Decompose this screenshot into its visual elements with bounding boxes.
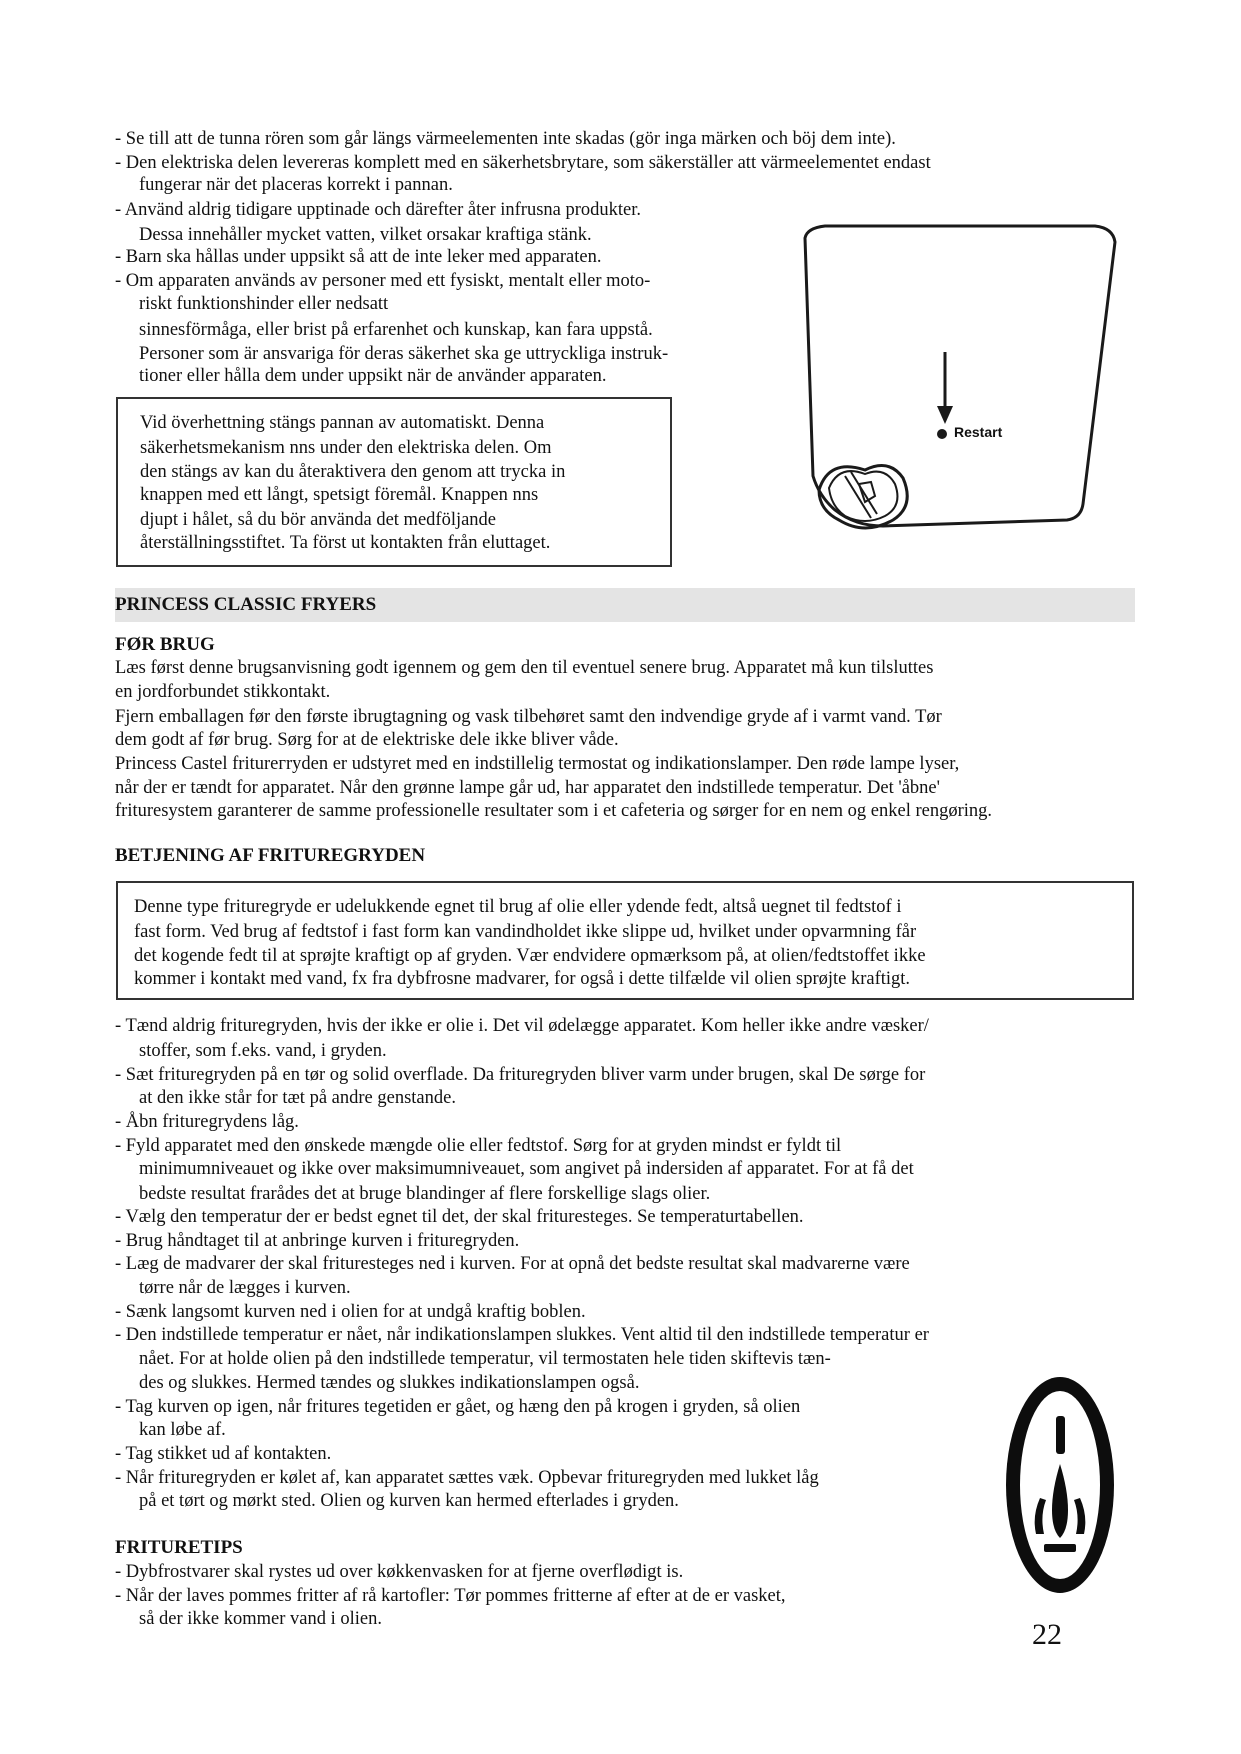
sv-line: - Barn ska hållas under uppsikt så att de inte leker med apparaten. (115, 247, 602, 267)
sv-line: - Se till att de tunna rören som går längs värmeelementen inte skadas (gör inga märken och böj dem inte). (115, 129, 896, 149)
page-number: 22 (1032, 1618, 1062, 1651)
sv-line: Personer som är ansvariga för deras säkerhet ska ge uttryckliga instruk- (139, 344, 669, 364)
heating-element-icon (1000, 1370, 1120, 1600)
for-brug-line: når der er tændt for apparatet. Når den grønne lampe går ud, har apparatet den indstillede temperatur. Det 'åbne' (115, 778, 940, 798)
for-brug-line: en jordforbundet stikkontakt. (115, 682, 331, 702)
da-bullet-line: - Åbn frituregrydens låg. (115, 1112, 299, 1132)
da-bullet-line: - Vælg den temperatur der er bedst egnet til det, der skal frituresteges. Se temperaturtabellen. (115, 1207, 804, 1227)
section-banner (115, 588, 1135, 622)
sv-line: - Den elektriska delen levereras komplett med en säkerhetsbrytare, som säkerställer att värmeelementet endast (115, 153, 931, 173)
tips-line: - Dybfrostvarer skal rystes ud over køkkenvasken for at fjerne overflødigt is. (115, 1562, 684, 1582)
for-brug-line: Fjern emballagen før den første ibrugtagning og vask tilbehøret samt den indvendige gryde af i varmt vand. Tør (115, 707, 942, 727)
restart-label: Restart (954, 424, 1003, 440)
da-bullet-line: nået. For at holde olien på den indstillede temperatur, vil termostaten hele tiden skiftevis tæn- (139, 1349, 831, 1369)
sv-line: tioner eller hålla dem under uppsikt när de använder apparaten. (139, 366, 607, 386)
da-bullet-line: tørre når de lægges i kurven. (139, 1278, 351, 1298)
da-bullet-line: - Sænk langsomt kurven ned i olien for at undgå kraftig boblen. (115, 1302, 586, 1322)
betjening-heading: BETJENING AF FRITUREGRYDEN (115, 845, 426, 866)
da-bullet-line: kan løbe af. (139, 1420, 226, 1440)
da-bullet-line: - Når frituregryden er kølet af, kan apparatet sættes væk. Opbevar frituregryden med lukket låg (115, 1468, 819, 1488)
da-bullet-line: des og slukkes. Hermed tændes og slukkes indikationslampen også. (139, 1373, 640, 1393)
da-bullet-line: - Tag kurven op igen, når fritures tegetiden er gået, og hæng den på krogen i gryden, så olien (115, 1397, 801, 1417)
da-box-line: kommer i kontakt med vand, fx fra dybfrosne madvarer, for også i dette tilfælde vil olien sprøjte kraftigt. (134, 969, 911, 989)
da-bullet-line: minimumniveauet og ikke over maksimumniveauet, som angivet på indersiden af apparatet. For at få det (139, 1159, 914, 1179)
overheat-note-box (116, 397, 672, 567)
da-bullet-line: bedste resultat frarådes det at bruge blandinger af flere forskellige slags olier. (139, 1184, 711, 1204)
da-box-line: fast form. Ved brug af fedtstof i fast form kan vandindholdet ikke slippe ud, hvilket under opvarmning får (134, 922, 917, 942)
da-bullet-line: at den ikke står for tæt på andre genstande. (139, 1088, 456, 1108)
da-bullet-line: på et tørt og mørkt sted. Olien og kurven kan hermed efterlades i gryden. (139, 1491, 679, 1511)
restart-illustration (785, 220, 1125, 570)
da-bullet-line: - Fyld apparatet med den ønskede mængde olie eller fedtstof. Sørg for at gryden mindst er fyldt til (115, 1136, 842, 1156)
da-bullet-line: - Tag stikket ud af kontakten. (115, 1444, 332, 1464)
da-box-line: det kogende fedt til at sprøjte kraftigt op af gryden. Vær endvidere opmærksom på, at olien/fedtstoffet ikke (134, 946, 926, 966)
sv-line: fungerar när det placeras korrekt i pannan. (139, 175, 453, 195)
sv-line: sinnesförmåga, eller brist på erfarenhet och kunskap, kan fara uppstå. (139, 320, 653, 340)
sv-box-line: knappen med ett långt, spetsigt föremål. Knappen nns (140, 485, 539, 505)
da-bullet-line: - Brug håndtaget til at anbringe kurven i frituregryden. (115, 1231, 520, 1251)
fryer-body-outline-icon (785, 220, 1125, 570)
sv-line: riskt funktionshinder eller nedsatt (139, 294, 389, 314)
sv-box-line: Vid överhettning stängs pannan av automatiskt. Denna (140, 413, 545, 433)
for-brug-line: Læs først denne brugsanvisning godt igennem og gem den til eventuel senere brug. Apparatet må kun tilsluttes (115, 658, 934, 678)
for-brug-line: Princess Castel friturегryden er udstyret med en indstillelig termostat og indikationslamper. Den røde lampe lyser, (115, 754, 960, 774)
da-bullet-line: - Sæt frituregryden på en tør og solid overflade. Da frituregryden bliver varm under brugen, skal De sørge for (115, 1065, 926, 1085)
da-bullet-line: - Læg de madvarer der skal frituresteges ned i kurven. For at opnå det bedste resultat skal madvarerne være (115, 1254, 910, 1274)
sv-box-line: djupt i hålet, så du bör använda det medföljande (140, 510, 497, 530)
da-bullet-line: - Den indstillede temperatur er nået, når indikationslampen slukkes. Vent altid til den indstillede temperatur er (115, 1325, 929, 1345)
sv-box-line: säkerhetsmekanism nns under den elektriska delen. Om (140, 438, 552, 458)
sv-line: - Använd aldrig tidigare upptinade och därefter åter infrusna produkter. (115, 200, 642, 220)
frituretips-heading: FRITURETIPS (115, 1537, 243, 1558)
da-box-line: Denne type frituregryde er udelukkende egnet til brug af olie eller ydende fedt, altså uegnet til fedtstof i (134, 897, 902, 917)
sv-line: Dessa innehåller mycket vatten, vilket orsakar kraftiga stänk. (139, 225, 592, 245)
banner-title: PRINCESS CLASSIC FRYERS (115, 594, 377, 615)
da-bullet-line: stoffer, som f.eks. vand, i gryden. (139, 1041, 387, 1061)
oil-warning-box (116, 881, 1134, 1000)
sv-box-line: återställningsstiftet. Ta först ut kontakten från eluttaget. (140, 533, 551, 553)
tips-line: - Når der laves pommes fritter af rå kartofler: Tør pommes fritterne af efter at de er vasket, (115, 1586, 786, 1606)
for-brug-line: dem godt af før brug. Sørg for at de elektriske dele ikke bliver våde. (115, 730, 619, 750)
tips-line: så der ikke kommer vand i olien. (139, 1609, 383, 1629)
sv-box-line: den stängs av kan du återaktivera den genom att trycka in (140, 462, 566, 482)
da-bullet-line: - Tænd aldrig frituregryden, hvis der ikke er olie i. Det vil ødelægge apparatet. Kom heller ikke andre væsker/ (115, 1016, 929, 1036)
sv-line: - Om apparaten används av personer med ett fysiskt, mentalt eller moto- (115, 271, 651, 291)
for-brug-heading: FØR BRUG (115, 634, 215, 655)
for-brug-line: frituresystem garanterer de samme professionelle resultater som i et cafeteria og sørger for en nem og enkel rengøring. (115, 801, 993, 821)
